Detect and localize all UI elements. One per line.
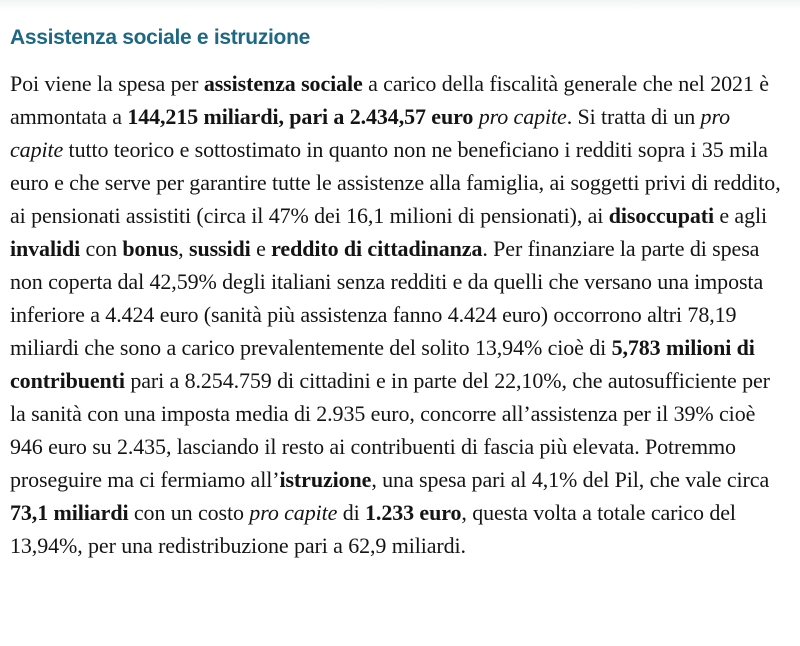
page-top-edge [0, 0, 800, 10]
article-paragraph: Poi viene la spesa per assistenza sociale a carico della fiscalità generale che nel 2021 è ammontata a 144,215 miliardi, pari a 2.434,57 euro pro capite. Si tratta di un pro capite tutto teorico e sottostimato in quanto non ne beneficiano i redditi sopra i 35 mila euro e che serve per garantire tutte le assistenze alla famiglia, ai soggetti privi di reddito, ai pensionati assistiti (circa il 47% dei 16,1 milioni di pensionati), ai disoccupati e agli invalidi con bonus, sussidi e reddito di cittadinanza. Per finanziare la parte di spesa non coperta dal 42,59% degli italiani senza redditi e da quelli che versano una imposta inferiore a 4.424 euro (sanità più assistenza fanno 4.424 euro) occorrono altri 78,19 miliardi che sono a carico prevalentemente del solito 13,94% cioè di 5,783 milioni di contribuenti pari a 8.254.759 di cittadini e in parte del 22,10%, che autosufficiente per la sanità con una imposta media di 2.935 euro, concorre all’assistenza per il 39% cioè 946 euro su 2.435, lasciando il resto ai contribuenti di fascia più elevata. Potremmo proseguire ma ci fermiamo all’istruzione, una spesa pari al 4,1% del Pil, che vale circa 73,1 miliardi con un costo pro capite di 1.233 euro, questa volta a totale carico del 13,94%, per una redistribuzione pari a 62,9 miliardi. [10, 71, 781, 559]
section-heading: Assistenza sociale e istruzione [10, 26, 310, 49]
